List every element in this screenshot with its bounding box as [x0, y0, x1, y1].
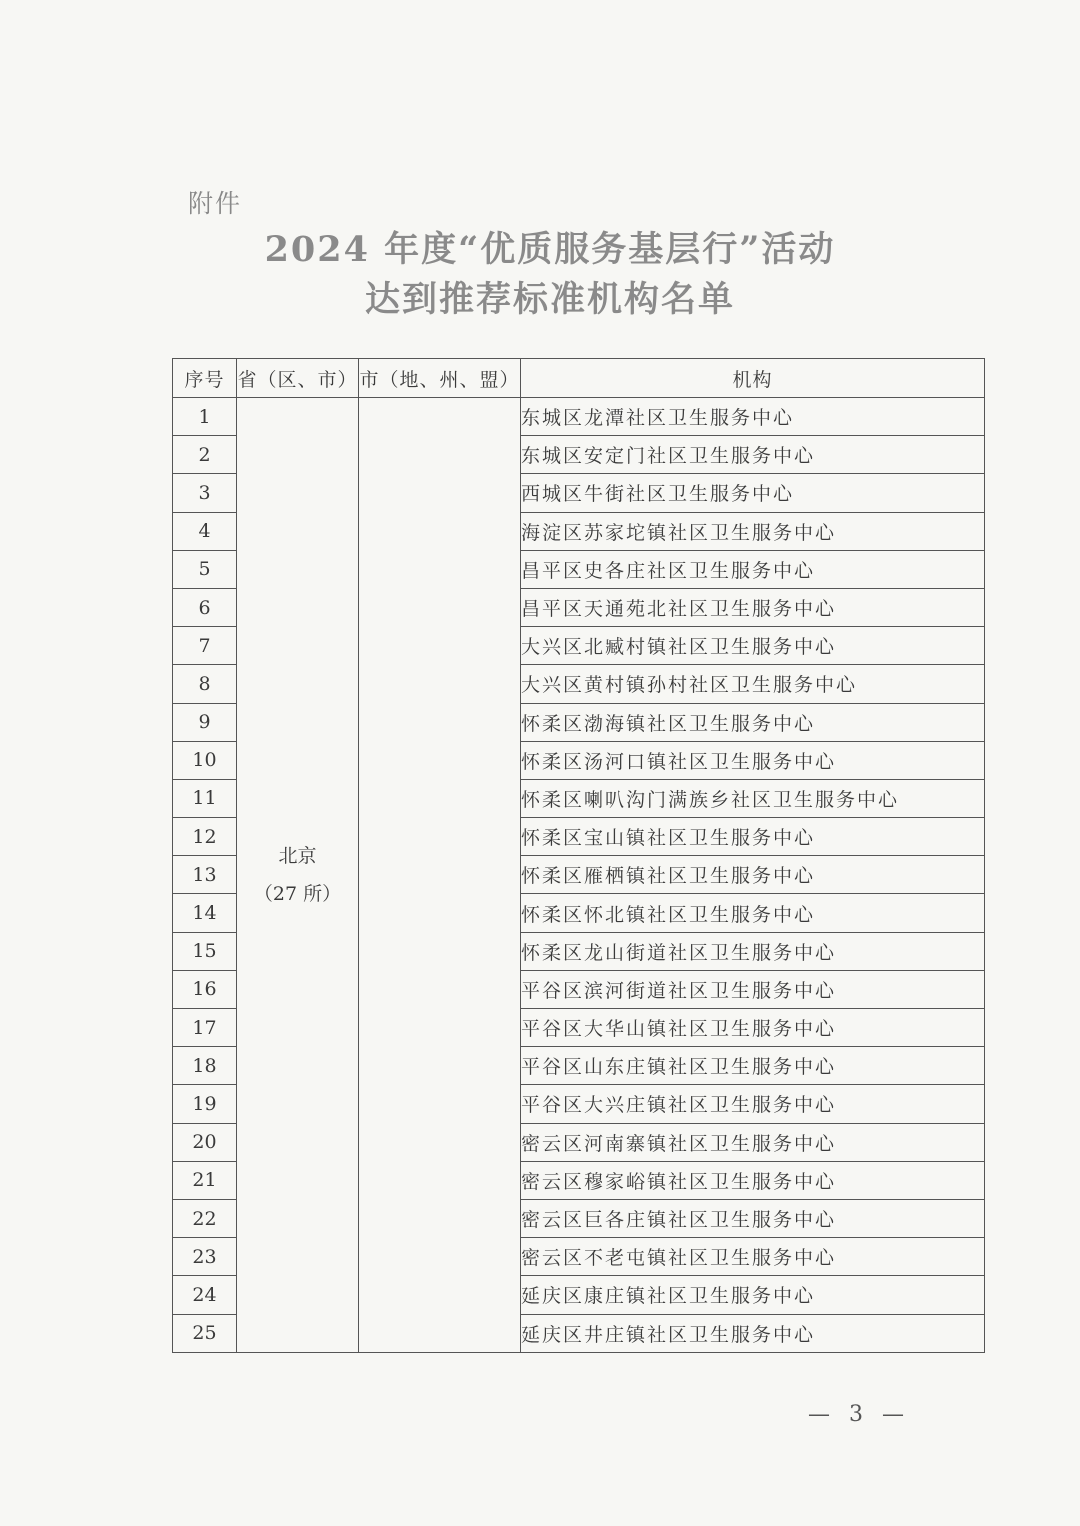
row-seq: 15: [173, 932, 237, 970]
row-institution: 东城区安定门社区卫生服务中心: [521, 436, 985, 474]
row-seq: 10: [173, 741, 237, 779]
row-seq: 20: [173, 1123, 237, 1161]
row-institution: 怀柔区宝山镇社区卫生服务中心: [521, 818, 985, 856]
row-institution: 怀柔区渤海镇社区卫生服务中心: [521, 703, 985, 741]
row-seq: 19: [173, 1085, 237, 1123]
row-institution: 怀柔区雁栖镇社区卫生服务中心: [521, 856, 985, 894]
row-institution: 怀柔区喇叭沟门满族乡社区卫生服务中心: [521, 779, 985, 817]
row-seq: 8: [173, 665, 237, 703]
row-seq: 24: [173, 1276, 237, 1314]
province-count: （27 所）: [253, 882, 342, 905]
table-row: [173, 398, 985, 436]
header-seq: 序号: [173, 359, 237, 398]
province-cell: [237, 398, 359, 1353]
row-institution: 平谷区大华山镇社区卫生服务中心: [521, 1009, 985, 1047]
row-seq: 16: [173, 970, 237, 1008]
row-seq: 18: [173, 1047, 237, 1085]
row-seq: 5: [173, 550, 237, 588]
row-seq: 23: [173, 1238, 237, 1276]
row-institution: 密云区不老屯镇社区卫生服务中心: [521, 1238, 985, 1276]
document-title-line2: 达到推荐标准机构名单: [364, 279, 735, 320]
row-seq: 13: [173, 856, 237, 894]
city-cell: [359, 398, 521, 1353]
row-seq: 12: [173, 818, 237, 856]
row-institution: 东城区龙潭社区卫生服务中心: [521, 398, 985, 436]
row-institution: 平谷区大兴庄镇社区卫生服务中心: [521, 1085, 985, 1123]
row-seq: 2: [173, 436, 237, 474]
row-seq: 22: [173, 1199, 237, 1237]
page-number: — 3 —: [808, 1402, 910, 1427]
row-seq: 21: [173, 1161, 237, 1199]
row-institution: 延庆区井庄镇社区卫生服务中心: [521, 1314, 985, 1352]
row-institution: 平谷区滨河街道社区卫生服务中心: [521, 970, 985, 1008]
row-institution: 昌平区天通苑北社区卫生服务中心: [521, 588, 985, 626]
row-seq: 25: [173, 1314, 237, 1352]
row-seq: 7: [173, 627, 237, 665]
attachment-label: 附件: [188, 189, 243, 218]
row-institution: 密云区河南寨镇社区卫生服务中心: [521, 1123, 985, 1161]
row-institution: 密云区穆家峪镇社区卫生服务中心: [521, 1161, 985, 1199]
row-institution: 大兴区黄村镇孙村社区卫生服务中心: [521, 665, 985, 703]
row-institution: 怀柔区怀北镇社区卫生服务中心: [521, 894, 985, 932]
row-seq: 17: [173, 1009, 237, 1047]
row-institution: 怀柔区汤河口镇社区卫生服务中心: [521, 741, 985, 779]
header-institution: 机构: [521, 359, 985, 398]
header-province: 省（区、市）: [237, 359, 359, 398]
row-institution: 平谷区山东庄镇社区卫生服务中心: [521, 1047, 985, 1085]
row-seq: 14: [173, 894, 237, 932]
row-seq: 3: [173, 474, 237, 512]
row-institution: 密云区巨各庄镇社区卫生服务中心: [521, 1199, 985, 1237]
table-body: [173, 398, 985, 1353]
institution-table: [172, 358, 985, 1353]
row-seq: 9: [173, 703, 237, 741]
table-header-row: [173, 359, 985, 398]
row-seq: 4: [173, 512, 237, 550]
row-institution: 昌平区史各庄社区卫生服务中心: [521, 550, 985, 588]
province-name: 北京: [278, 844, 317, 867]
header-city: 市（地、州、盟）: [359, 359, 521, 398]
row-institution: 海淀区苏家坨镇社区卫生服务中心: [521, 512, 985, 550]
row-institution: 延庆区康庄镇社区卫生服务中心: [521, 1276, 985, 1314]
document-title-line1: 2024 年度“优质服务基层行”活动: [264, 229, 836, 270]
row-seq: 11: [173, 779, 237, 817]
row-institution: 大兴区北臧村镇社区卫生服务中心: [521, 627, 985, 665]
row-institution: 西城区牛街社区卫生服务中心: [521, 474, 985, 512]
row-institution: 怀柔区龙山街道社区卫生服务中心: [521, 932, 985, 970]
row-seq: 6: [173, 588, 237, 626]
row-seq: 1: [173, 398, 237, 436]
